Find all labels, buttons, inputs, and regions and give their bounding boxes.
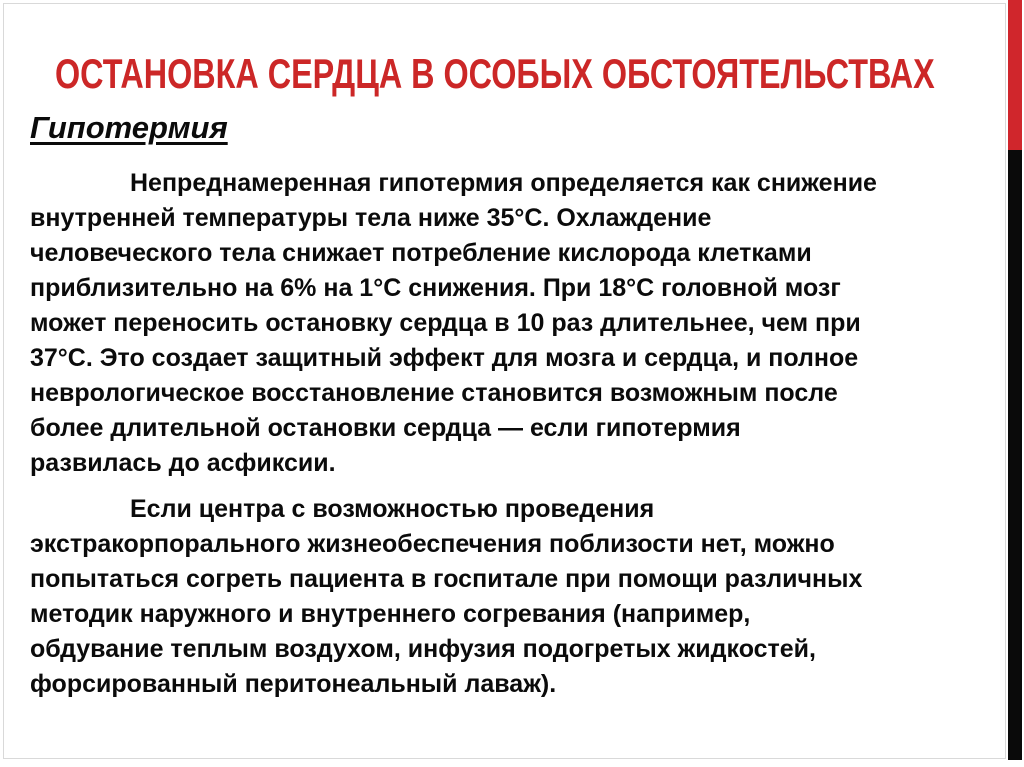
text-line: развилась до асфиксии. [30,449,336,477]
text-line: более длительной остановки сердца — если гипотермия [30,414,741,442]
paragraph-hypothermia-definition [30,166,1010,481]
text-line: экстракорпорального жизнеобеспечения поблизости нет, можно [30,530,835,558]
text-line: внутренней температуры тела ниже 35°С. Охлаждение [30,204,712,232]
paragraph-warming-methods [30,492,1010,702]
right-accent-bar [1008,0,1022,760]
text-line: человеческого тела снижает потребление кислорода клетками [30,239,812,267]
text-line: Если центра с возможностью проведения [130,495,655,523]
slide-title: ОСТАНОВКА СЕРДЦА В ОСОБЫХ ОБСТОЯТЕЛЬСТВАХ [55,50,935,97]
text-line: неврологическое восстановление становится возможным после [30,379,838,407]
text-line: может переносить остановку сердца в 10 раз длительнее, чем при [30,309,861,337]
text-line: Непреднамеренная гипотермия определяется как снижение [130,169,877,197]
text-line: обдувание теплым воздухом, инфузия подогретых жидкостей, [30,635,816,663]
accent-bar-black-segment [1008,150,1022,760]
text-line: попытаться согреть пациента в госпитале при помощи различных [30,565,863,593]
accent-bar-red-segment [1008,0,1022,150]
text-line: 37°С. Это создает защитный эффект для мозга и сердца, и полное [30,344,859,372]
section-heading-hypothermia: Гипотермия [30,110,228,145]
text-line: приблизительно на 6% на 1°С снижения. При 18°С головной мозг [30,274,841,302]
text-line: методик наружного и внутреннего согревания (например, [30,600,751,628]
text-line: форсированный перитонеальный лаваж). [30,670,557,698]
